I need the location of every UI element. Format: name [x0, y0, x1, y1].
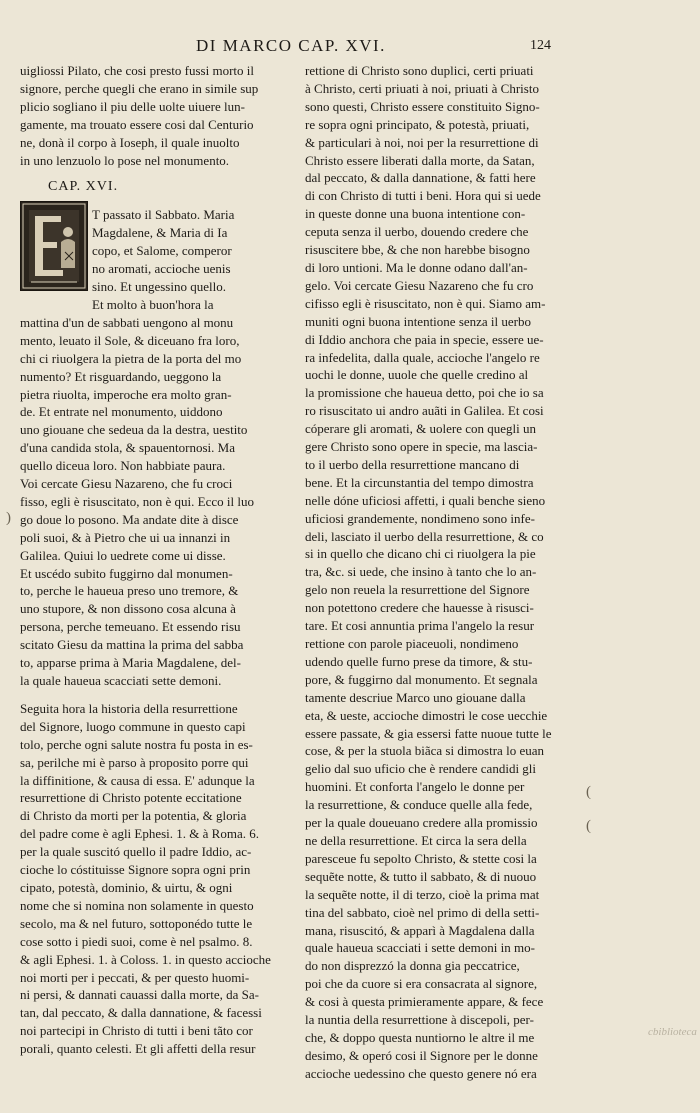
text-line: tolo, perche ogni salute nostra fu posta in es- [20, 736, 253, 752]
text-line: poli suoi, & à Pietro che ui ua innanzi in [20, 529, 231, 545]
text-line: porali, quanto celesti. Et gli affetti della resur [20, 1041, 256, 1057]
text-line: ceputa senza il uerbo, douendo credere che [305, 224, 529, 240]
text-line: eta, & ueste, accioche dimostri le cose uecchie [305, 707, 548, 723]
text-line: Et uscédo subito fuggirno dal monumen- [20, 565, 233, 581]
text-line: in queste donne una buona intentione con- [305, 206, 526, 222]
text-line: mana, risuscitó, & apparì à Magdalena dalla [305, 922, 535, 938]
text-line: to, perche le haueua preso uno tremore, & [20, 583, 239, 599]
text-line: per la quale doueuano credere alla promissio [305, 815, 538, 831]
text-line: rettione di Christo sono duplici, certi priuati [305, 63, 534, 78]
text-line: ni persi, & dannati cauassi dalla morte, da Sa- [20, 987, 259, 1003]
text-line: la sequẽte notte, il di terzo, cioè la prima mat [305, 886, 540, 902]
text-line: gere Christo sono opere in specie, ma lascia- [305, 439, 538, 455]
text-line: nelle dóne uficiosi affetti, i quali benche sieno [305, 492, 546, 508]
text-line: Seguita hora la historia della resurrettione [20, 700, 238, 716]
text-line: in uno lenzuolo lo pose nel monumento. [20, 152, 230, 168]
text-line: la nuntia della resurrettione à discepoli, per- [305, 1012, 534, 1028]
text-line: noi morti per i peccati, & per questo huomi- [20, 969, 250, 985]
text-line: essere passate, & gia essersi fatte nuoue tutte le [305, 725, 552, 741]
text-line: scitato Giesu da mattina la prima del sabba [20, 637, 244, 653]
text-line: la diffinitione, & causa di essa. E' adunque la [20, 772, 255, 788]
text-line: Voi cercate Giesu Nazareno, che fu croci [20, 476, 233, 492]
text-line: secolo, ma & nel futuro, sottoponédo tutte le [20, 915, 253, 931]
text-line: poi che da cuore si era consacrata al signore, [305, 976, 538, 992]
text-line: ro risuscitato ui andro auãti in Galilea. Et cosi [305, 403, 544, 419]
text-line: uficiosi grandemente, nondimeno sono infe- [305, 510, 535, 526]
text-line: paresceue fu sepolto Christo, & stette cosi la [305, 850, 537, 866]
text-line: no aromati, accioche uenis [92, 261, 231, 277]
text-line: & cosi à questa primieramente appare, & fece [305, 994, 544, 1010]
text-line: persona, perche temeuano. Et essendo risu [20, 619, 241, 635]
text-line: do non disprezzó la donna gia peccatrice, [305, 958, 520, 974]
gospel-text-end [20, 62, 278, 169]
text-line: sa, perilche mi è parso à proposito porre qui [20, 754, 249, 770]
text-line: gelo non reuela la resurrettione del Signore [305, 582, 530, 598]
text-line: cose, & per la stuola biãca si dimostra lo euan [305, 743, 544, 759]
text-line: plicio sogliano il piu delle uolte uiuere lun- [20, 98, 245, 114]
text-line: deli, lasciato il uerbo della resurrettione, & co [305, 528, 544, 544]
text-line: numento? Et risguardando, ueggono la [20, 368, 222, 384]
text-line: dal peccato, & dalla dannatione, & fatti here [305, 170, 536, 186]
text-line: noi partecipi in Christo di tutti i beni tãto cor [20, 1023, 253, 1039]
right-column [305, 62, 583, 1083]
text-line: nome che si nomina non solamente in questo [20, 897, 254, 913]
text-line: pore, & fuggirno dal monumento. Et segnala [305, 671, 538, 687]
text-line: huomini. Et conforta l'angelo le donne per [305, 779, 525, 795]
text-line: desimo, & operó cosi il Signore per le donne [305, 1047, 538, 1063]
text-line: cose sotto i piedi suoi, come è nel psalmo. 8. [20, 933, 253, 949]
text-line: & particulari à noi, noi per la resurrettione di [305, 134, 539, 150]
text-line: Galilea. Quiui lo uedrete come ui disse. [20, 547, 226, 563]
text-line: si in quello che dicano chi ci riuolgera la pie [305, 546, 536, 562]
text-line: la quale haueua scacciati sette demoni. [20, 673, 222, 688]
text-line: cioche lo cóstituisse Signore sopra ogni prin [20, 862, 251, 878]
text-line: mattina d'un de sabbati uengono al monu [20, 314, 234, 330]
text-line: mento, leuato il Sole, & diceuano fra loro, [20, 332, 240, 348]
text-line: Christo essere liberati dalla morte, da Satan, [305, 152, 535, 168]
text-line: à Christo, certi priuati à noi, priuati à Christo [305, 80, 539, 96]
text-line: tina del sabbato, cioè nel primo di della setti- [305, 904, 540, 920]
text-line: risuscitere bbe, & che non harebbe bisogno [305, 242, 530, 258]
folio-number: 124 [530, 38, 551, 53]
text-line: sono questi, Christo essere constituito Signo- [305, 98, 540, 114]
left-column [20, 62, 278, 1058]
text-line: & agli Ephesi. 1. à Coloss. 1. in questo accioche [20, 951, 271, 967]
text-line: di Christo da morti per la potentia, & gloria [20, 808, 247, 824]
text-line: per la quale suscitó quello il padre Iddio, ac- [20, 844, 252, 860]
text-line: to il uerbo della resurrettione mancano di [305, 456, 520, 472]
decorated-initial-e [20, 201, 88, 291]
text-line: tra, &c. si uede, che insino à tanto che lo an- [305, 564, 537, 580]
text-line: tan, dal peccato, & dalla dannatione, & facessi [20, 1005, 262, 1021]
text-line: uno stupore, & non dissono cosa alcuna à [20, 601, 236, 617]
text-line: bene. Et la circunstantia del tempo dimostra [305, 474, 534, 490]
text-line: del padre come è agli Ephesi. 1. & à Roma. 6. [20, 826, 259, 842]
text-line: la resurrettione, & conduce quelle alla fede, [305, 797, 533, 813]
text-line: cipato, potestà, dominio, & uirtu, & ogni [20, 879, 233, 895]
text-line: pietra riuolta, imperoche era molto gran- [20, 386, 232, 402]
text-line: gelio dal suo uficio che è rendere candidi gli [305, 761, 537, 777]
library-stamp: cbiblioteca [648, 1026, 697, 1038]
chapter-heading: CAP. XVI. [48, 179, 119, 195]
running-head [0, 36, 700, 62]
text-line: quale haueua scacciati i sette demoni in mo- [305, 940, 535, 956]
text-line: chi ci riuolgera la pietra de la porta del mo [20, 350, 242, 366]
text-line: ra infedelita, dalla quale, accioche l'angelo re [305, 349, 540, 365]
margin-bracket-left: ) [6, 510, 11, 526]
commentary-text [20, 700, 278, 1058]
text-line: del Signore, luogo commune in questo capi [20, 718, 246, 734]
text-line: di loro untioni. Ma le donne odano dall'an- [305, 259, 528, 275]
woodcut-initial-icon [21, 202, 87, 290]
text-line: resurrettione di Christo potente eccitatione [20, 790, 242, 806]
text-line: tamente descriue Marco uno giouane dalla [305, 689, 526, 705]
text-line: copo, et Salome, comperor [92, 243, 232, 259]
text-line: udendo quelle furno prese da timore, & stu- [305, 653, 533, 669]
text-line: signore, perche quegli che erano in simile sup [20, 80, 259, 96]
text-line: to, apparse prima à Maria Magdalene, del- [20, 655, 241, 671]
running-title: DI MARCO CAP. XVI. [196, 36, 386, 55]
text-line: non potettono credere che hauesse à risusci- [305, 600, 534, 616]
text-line: cóperare gli aromati, & uolere con quegli un [305, 421, 537, 437]
commentary-continued [305, 62, 583, 1083]
text-line: cifisso egli è risuscitato, non è qui. Siamo am- [305, 295, 546, 311]
text-line: T passato il Sabbato. Maria [92, 207, 235, 223]
text-line: di con Christo di tutti i beni. Hora qui si uede [305, 188, 541, 204]
text-line: Et molto à buon'hora la [92, 296, 214, 312]
text-line: ne della resurrettione. Et circa la sera della [305, 832, 527, 848]
margin-bracket-right-top: ( [586, 784, 591, 800]
text-line: fisso, egli è risuscitato, non è qui. Ecco il luo [20, 493, 254, 509]
text-line: tare. Et cosi annuntia prima l'angelo la resur [305, 618, 535, 634]
text-line: uno giouane che sedeua da la destra, uestito [20, 422, 248, 438]
text-line: Magdalene, & Maria di Ia [92, 225, 228, 241]
text-line: di Iddio anchora che paia in specie, essere ue- [305, 331, 544, 347]
text-line: go doue lo posono. Ma andate dite à disce [20, 511, 239, 527]
text-line: rettione con parole piaceuoli, nondimeno [305, 636, 519, 651]
text-line: d'una candida stola, & spauentornosi. Ma [20, 440, 235, 456]
text-line: re sopra ogni principato, & potestà, priuati, [305, 116, 530, 132]
text-line: la promissione che haueua detto, poi che io sa [305, 385, 544, 401]
text-line: sino. Et ungessino quello. [92, 279, 226, 295]
text-line: gelo. Voi cercate Giesu Nazareno che fu cro [305, 277, 534, 293]
text-line: muniti ogni buona intentione senza il uerbo [305, 313, 532, 329]
text-line: gamente, ma trouato essere cosi dal Centurio [20, 116, 254, 132]
text-line: ne, donà il corpo à Ioseph, il quale inuolto [20, 134, 240, 150]
text-line: uochi le donne, uuole che quelle credino al [305, 367, 529, 383]
text-line: quello diceua loro. Non habbiate paura. [20, 458, 226, 474]
text-line: sequẽte notte, & tutto il sabbato, & di nuouo [305, 868, 537, 884]
text-line: de. Et entrate nel monumento, uiddono [20, 404, 223, 420]
text-line: accioche uedessino che questo genere nó era [305, 1065, 537, 1081]
text-line: che, & doppo questa nuntiorno le altre il me [305, 1029, 535, 1045]
margin-bracket-right-bottom: ( [586, 818, 591, 834]
text-line: uigliossi Pilato, che cosi presto fussi morto il [20, 63, 254, 78]
